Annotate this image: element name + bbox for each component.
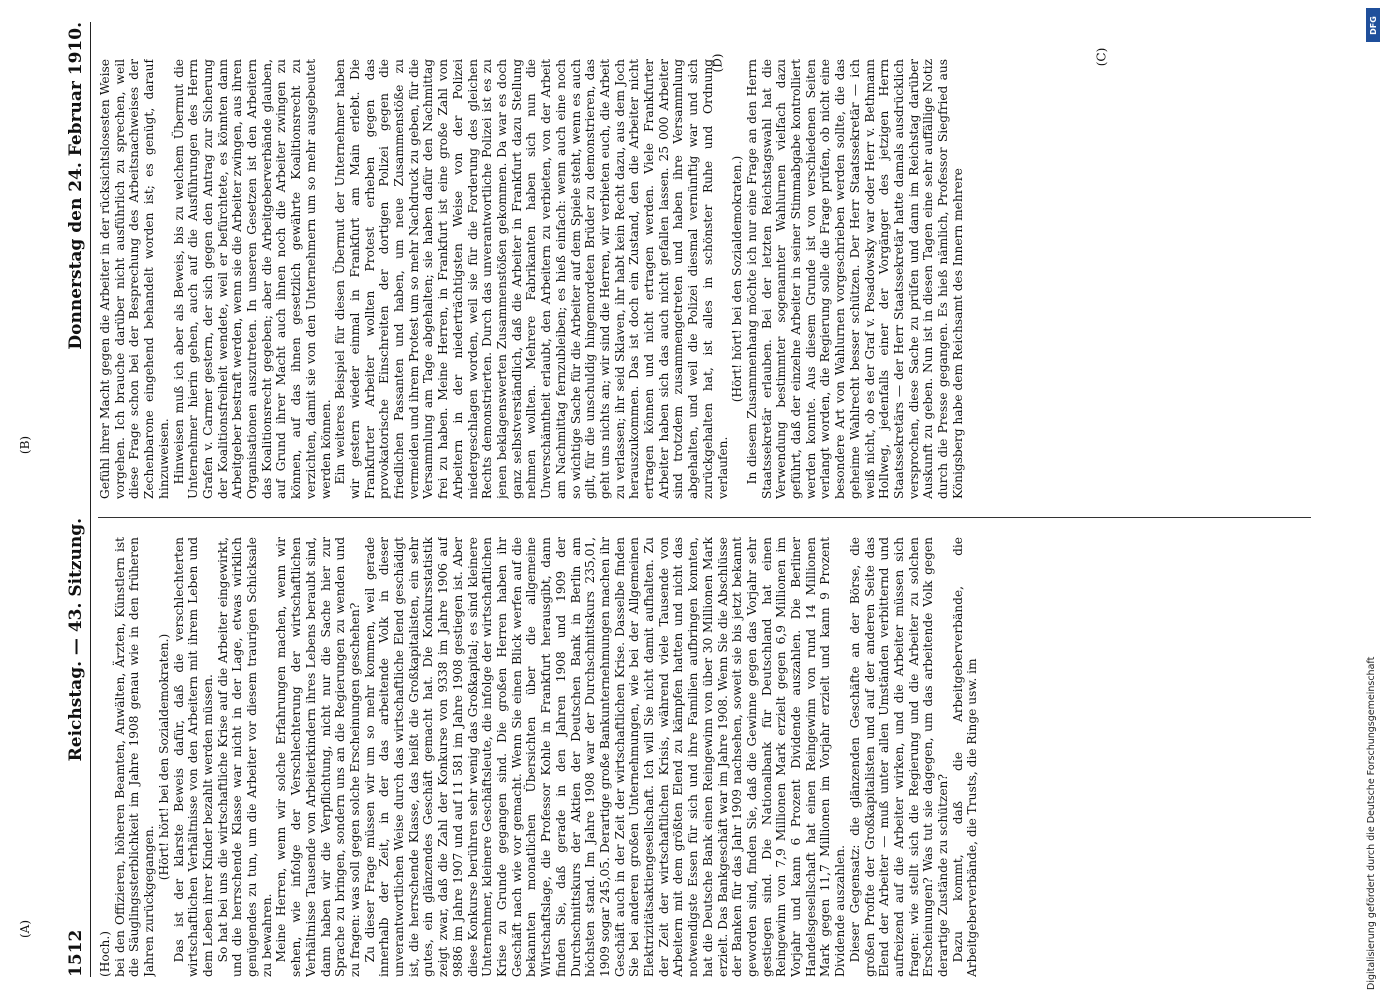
left-column (98, 537, 1311, 977)
column-divider (98, 517, 1311, 518)
rotated-page-body (62, 22, 1317, 977)
margin-marker-a: (A) (18, 919, 33, 939)
paragraph: Dieser Gegensatz: die glänzenden Geschäfte an der Börse, die großen Profite der Großkapitalisten und auf der anderen Seite das Elend der Arbeiter — muß unter allen Umständen verbitternd und aufreizend auf die Arbeiter wirken, und die Arbeiter müssen sich fragen: wie stellt sich die Regierung und die Arbeiter zu solchen Erscheinungen? Was tut sie dagegen, um das arbeitende Volk gegen derartige Zustände zu schützen? (847, 537, 951, 977)
paragraph: In diesem Zusammenhang möchte ich nur eine Frage an den Herrn Staatssekretär erlauben. Bei der letzten Reichstagswahl hat die Verwendung bestimmter sogenannter Wahlurnen vielfach dazu geführt, daß der einzelne Arbeiter in seiner Stimmabgabe kontrolliert werden konnte. Aus diesem Grunde ist von verschiedenen Seiten verlangt worden, die Regierung solle die Frage prüfen, ob nicht eine besondere Art von Wahlurnen vorgeschrieben werden sollte, die das geheime Wahlrecht besser schützen. Der Herr Staatssekretär — ich weiß nicht, ob es der Graf v. Posadowsky war oder Herr v. Bethmann Hollweg, jedenfalls einer der Vorgänger des jetzigen Herrn Staatssekretärs — der Herr Staatssekretär hatte damals ausdrücklich versprochen, diese Sache zu prüfen und dann im Reichstag darüber Auskunft zu geben. Nun ist in diesen Tagen eine sehr auffällige Notiz durch die Presse gegangen. Es hieß nämlich, Professor Siegfried aus Königsberg habe dem Reichsamt des Innern mehrere (744, 59, 965, 499)
paragraph: bei den Offizieren, höheren Beamten, Anwälten, Ärzten, Künstlern ist die Säuglingssterblichkeit im Jahre 1908 genau wie in den früheren Jahren zurückgegangen. (112, 537, 157, 977)
paragraph: Das ist der klarste Beweis dafür, daß die verschlechterten wirtschaftlichen Verhältnisse von den Arbeitern mit ihrem Leben und dem Leben ihrer Kinder bezahlt werden müssen. (171, 537, 215, 977)
paragraph: Ein weiteres Beispiel für diesen Übermut der Unternehmer haben wir gestern wieder einmal in Frankfurt am Main erlebt. Die Frankfurter Arbeiter wollten Protest erheben gegen das provokatorische Einschreiten der dortigen Polizei gegen die friedlichen Passanten und haben, um neue Zusammenstöße zu vermeiden und ihrem Protest um so mehr Nachdruck zu geben, für die Versammlung am Tage abgehalten; sie haben dafür den Nachmittag frei zu haben. Meine Herren, in Frankfurt ist eine große Zahl von Arbeitern in der niederträchtigsten Weise von der Polizei niedergeschlagen worden, weil sie für die Forderung des gleichen Rechts demonstrierten. Durch das unverantwortliche Polizei ist es zu jenen beklagenswerten Zusammenstößen gekommen. Da war es doch ganz selbstverständlich, daß die Arbeiter in Frankfurt dazu Stellung nehmen wollten. Mehrere Fabrikanten haben sich nun die Unverschämtheit erlaubt, den Arbeitern zu verbieten, von der Arbeit am Nachmittag fernzubleiben; es hieß einfach: wenn auch eine noch so wichtige Sache für die Arbeiter auf dem Spiele steht, wenn es auch gilt, für die unschuldig hingemordeten Brüder zu demonstrieren, das geht uns nichts an; wir sind die Herren, wir verbieten euch, die Arbeit zu verlassen; ihr seid Sklaven, ihr habt kein Recht dazu, aus dem Joch herauszukommen. Das ist doch ein Zustand, den die Arbeiter nicht ertragen können und nicht ertragen werden. Viele Frankfurter Arbeiter haben sich das auch nicht gefallen lassen. 25 000 Arbeiter sind trotzdem zusammengetreten und haben ihre Versammlung abgehalten, und weil die Polizei diesmal vernünftig war und sich zurückgehalten hat, ist alles in schönster Ruhe und Ordnung verlaufen. (333, 59, 730, 499)
header-right-title: Donnerstag den 24. Februar 1910. (66, 22, 86, 350)
paragraph: So hat bei uns die wirtschaftliche Krise auf die Arbeiter eingewirkt, und die herrschende Klasse war nicht in der Lage, etwas wirklich genügendes zu tun, um die Arbeiter vor diesem traurigen Schicksale zu bewahren. (215, 537, 274, 977)
paragraph: (Hoch.) (98, 930, 112, 977)
header-rule (90, 22, 91, 977)
paragraph: (Hört! hört! bei den Sozialdemokraten.) (730, 155, 745, 403)
paragraph: Hinweisen muß ich aber als Beweis, bis zu welchem Übermut die Unternehmer hierin gehen, auch auf die Ausführungen des Herrn Grafen v. Carmer gestern, der sich gegen den Antrag zur Sicherung der Koalitionsfreiheit wendete, weil er befürchtete, es könnten dann Arbeitgeber bestraft werden, wenn sie die Arbeiter zwingen, aus ihren Organisationen auszutreten. In unseren Gesetzen ist den Arbeitern das Koalitionsrecht gegeben; aber die Arbeitgeberverbände glauben, auf Grund ihrer Macht auch ihnen noch die Arbeiter zwingen zu können, auf das ihnen gesetzlich gewährte Koalitionsrecht zu verzichten, damit sie von den Unternehmern um so mehr ausgebeutet werden können. (171, 59, 333, 499)
margin-marker-c: (C) (1094, 47, 1109, 67)
dfg-logo: DFG (1366, 8, 1380, 42)
right-column (98, 59, 1311, 499)
margin-marker-b: (B) (18, 435, 33, 455)
page-header (62, 22, 86, 977)
header-left-title: Reichstag. — 43. Sitzung. (66, 517, 86, 762)
paragraph: Gefühl ihrer Macht gegen die Arbeiter in der rücksichtslosesten Weise vorgehen. Ich brauche darüber nicht ausführlich zu sprechen, weil diese Frage schon bei der Besprechung des Arbeitsnachweises der Zechenbarone eingehend behandelt worden ist; es genügt, darauf hinzuweisen. (98, 59, 171, 499)
paragraph: Meine Herren, wenn wir solche Erfahrungen machen, wenn wir sehen, wie infolge der Verschlechterung der wirtschaftlichen Verhältnisse Tausende von Arbeiterkindern ihres Lebens beraubt sind, dann haben wir die Verpflichtung, nicht nur die Sache hier zur Sprache zu bringen, sondern uns an die Regierungen zu wenden und zu fragen: was soll gegen solche Erscheinungen geschehen? (274, 537, 362, 977)
margin-marker-d: (D) (710, 53, 725, 73)
paragraph: Zu dieser Frage müssen wir um so mehr kommen, weil gerade innerhalb der Zeit, in der das arbeitende Volk in dieser unverantwortlichen Weise durch das wirtschaftliche Elend geschädigt ist, die herrschende Klasse, das heißt die Großkapitalisten, ein sehr gutes, ein glänzendes Geschäft gemacht hat. Die Konkursstatistik zeigt zwar, daß die Zahl der Konkurse von 9338 im Jahre 1906 auf 9886 im Jahre 1907 und auf 11 581 im Jahre 1908 gestiegen ist. Aber diese Konkurse berühren sehr wenig das Großkapital; es sind kleinere Unternehmer, kleinere Geschäftsleute, die infolge der wirtschaftlichen Krise zu Grunde gegangen sind. Die großen Herren haben ihr Geschäft nach wie vor gemacht. Wenn Sie einen Blick werfen auf die bekannten monatlichen Übersichten über die allgemeine Wirtschaftslage, die Professor Kohle in Frankfurt herausgibt, dann finden Sie, daß gerade in den Jahren 1908 und 1909 der Durchschnittskurs der Aktien der Deutschen Bank in Berlin am höchsten stand. Im Jahre 1908 war der Durchschnittskurs 235,01, 1909 sogar 245,05. Derartige große Bankunternehmungen machen ihr Geschäft auch in der Zeit der wirtschaftlichen Krise. Dasselbe finden Sie bei anderen großen Unternehmungen, wie bei der Allgemeinen Elektrizitätsaktiengesellschaft. Ich will Sie nicht damit aufhalten. Zu der Zeit der wirtschaftlichen Krisis, während viele Tausende von Arbeitern mit dem größten Elend zu kämpfen hatten und nicht das notwendigste Essen für sich und ihre Familien aufbringen konnten, hat die Deutsche Bank einen Reingewinn von über 30 Millionen Mark erzielt. Das Bankgeschäft war im Jahre 1908. Wenn Sie die Abschlüsse der Banken für das Jahr 1909 nachsehen, soweit sie bis jetzt bekannt geworden sind, finden Sie, daß die Gewinne gegen das Vorjahr sehr gestiegen sind. Die Nationalbank für Deutschland hat einen Reingewinn von 7,9 Millionen Mark erzielt gegen 6,9 Millionen im Vorjahr und kann 6 Prozent Dividende auszahlen. Die Berliner Handelsgesellschaft hat einen Reingewinn von rund 14 Millionen Mark gegen 11,7 Millionen im Vorjahr erzielt und kann 9 Prozent Dividende auszahlen. (362, 537, 848, 977)
paragraph: Dazu kommt, daß die Arbeitgeberverbände, die Arbeitgeberverbände, die Trusts, die Ringe usw. im (950, 537, 980, 977)
digitization-credit: Digitalisierung gefördert durch die Deutsche Forschungsgemeinschaft (1366, 656, 1377, 990)
page-number: 1512 (66, 929, 86, 977)
paragraph: (Hört! hört! bei den Sozialdemokraten.) (156, 633, 171, 881)
